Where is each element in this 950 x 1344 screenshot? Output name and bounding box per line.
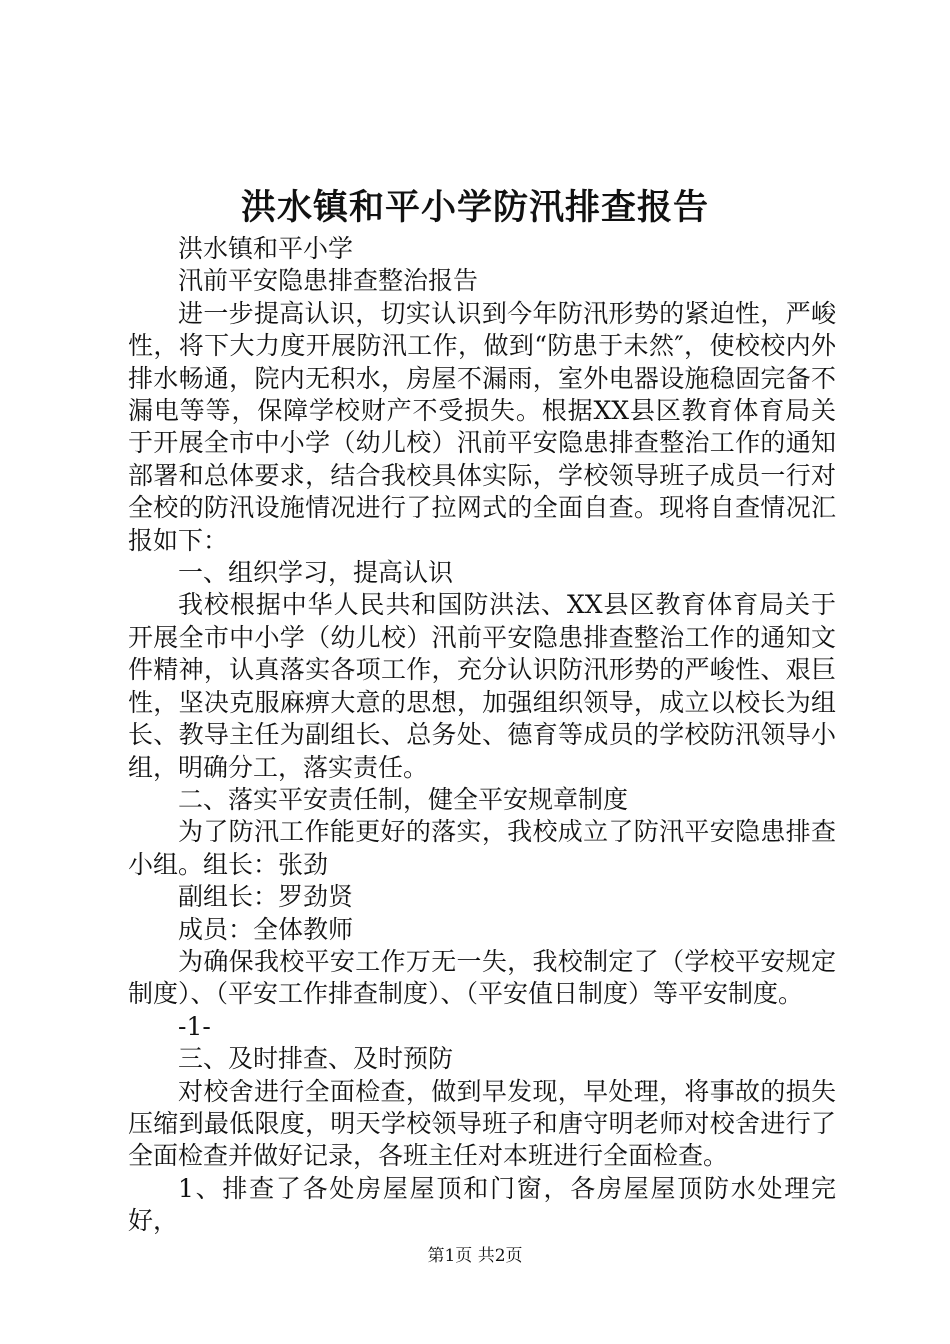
paragraph-item-one: 1、排查了各处房屋屋顶和门窗，各房屋屋顶防水处理完好， xyxy=(128,1173,836,1236)
page-footer: 第1页 共2页 xyxy=(427,1246,523,1266)
paragraph-report-name: 汛前平安隐患排查整治报告 xyxy=(178,266,479,296)
section-heading-one: 一、组织学习，提高认识 xyxy=(178,558,454,588)
paragraph-team-leader: 为了防汛工作能更好的落实，我校成立了防汛平安隐患排查小组。组长：张劲 xyxy=(128,817,836,879)
document-body xyxy=(128,233,836,1238)
paragraph-regulations: 为确保我校平安工作万无一失，我校制定了（学校平安规定制度）、（平安工作排查制度）、（平安值日制度）等平安制度。 xyxy=(128,946,836,1009)
paragraph-section-one: 我校根据中华人民共和国防洪法、XX县区教育体育局关于开展全市中小学（幼儿校）汛前平安隐患排查整治工作的通知文件精神，认真落实各项工作，充分认识防汛形势的严峻性、艰巨性，坚决克服麻痹大意的思想，加强组织领导，成立以校长为组长、教导主任为副组长、总务处、德育等成员的学校防汛领导小组，明确分工，落实责任。 xyxy=(128,590,836,782)
paragraph-section-three: 对校舍进行全面检查，做到早发现，早处理，将事故的损失压缩到最低限度，明天学校领导班子和唐守明老师对校舍进行了全面检查并做好记录，各班主任对本班进行全面检查。 xyxy=(128,1076,836,1171)
paragraph-deputy-leader: 副组长：罗劲贤 xyxy=(178,882,354,912)
inline-page-number: -1- xyxy=(178,1011,211,1041)
paragraph-introduction: 进一步提高认识，切实认识到今年防汛形势的紧迫性，严峻性，将下大力度开展防汛工作，做到“防患于未然″，使校校内外排水畅通，院内无积水，房屋不漏雨，室外电器设施稳固完备不漏电等等，保障学校财产不受损失。根据XX县区教育体育局关于开展全市中小学（幼儿校）汛前平安隐患排查整治工作的通知部署和总体要求，结合我校具体实际，学校领导班子成员一行对全校的防汛设施情况进行了拉网式的全面自查。现将自查情况汇报如下： xyxy=(128,298,836,555)
paragraph-members: 成员：全体教师 xyxy=(178,914,354,944)
document-title: 洪水镇和平小学防汛排查报告 xyxy=(240,187,709,228)
paragraph-school-name: 洪水镇和平小学 xyxy=(178,234,354,263)
section-heading-three: 三、及时排查、及时预防 xyxy=(178,1044,454,1074)
section-heading-two: 二、落实平安责任制，健全平安规章制度 xyxy=(178,784,629,814)
